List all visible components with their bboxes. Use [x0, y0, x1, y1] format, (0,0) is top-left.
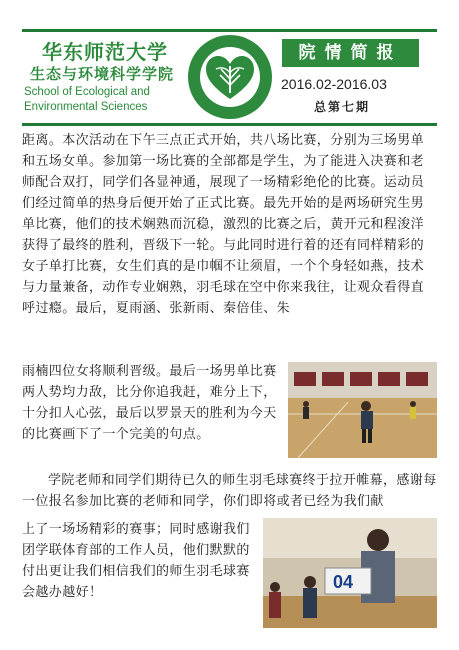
university-name: 华东师范大学	[42, 40, 168, 64]
issue-number: 总第七期	[314, 100, 371, 114]
school-english-name-line2: Environmental Sciences	[24, 101, 148, 113]
body-paragraph-2-continued: 上了一场场精彩的赛事；同时感谢我们团学联体育部的工作人员，他们默默的付出更让我们相信我们的师生羽毛球赛会越办越好！	[22, 522, 250, 600]
header-top-rule	[22, 29, 437, 32]
date-range: 2016.02-2016.03	[281, 76, 387, 92]
body-paragraph-2: 学院老师和同学们期待已久的师生羽毛球赛终于拉开帷幕，感谢每一位报名参加比赛的老师和同学，你们即将或者已经为我们献	[22, 473, 437, 509]
school-english-name-line1: School of Ecological and	[24, 86, 150, 98]
body-paragraph-1: 距离。本次活动在下午三点正式开始，共八场比赛，分别为三场男单和五场女单。参加第一场比赛的全部都是学生，为了能进入决赛和老师配合双打，同学们各显神通，展现了一场精彩绝伦的比赛。运动员们经过简单的热身后便开始了正式比赛。最先开始的是两场研究生男单比赛，他们的技术娴熟而沉稳，激烈的比赛之后，黄开元和程浚洋获得了最终的胜利，晋级下一轮。与此同时进行着的还有同样精彩的女子单打比赛，女生们真的是巾帼不让须眉，一个个身轻如燕，技术与力量兼备，动作专业娴熟，羽毛球在空中你来我往，让观众看得直呼过瘾。最后，夏雨涵、张新雨、秦倍佳、朱	[22, 133, 425, 316]
scoreboard-photo	[263, 518, 437, 628]
header-bottom-rule	[22, 123, 437, 126]
ecnu-heart-leaf-seal-icon	[186, 33, 274, 121]
report-title-box: 院情简报	[282, 39, 419, 67]
school-name: 生态与环境科学学院	[30, 65, 175, 83]
scoreboard-digits: 04	[333, 572, 354, 592]
body-paragraph-1-continued: 雨楠四位女将顺利晋级。最后一场男单比赛两人势均力敌，比分你追我赶，难分上下，十分扣人心弦，最后以罗景天的胜利为今天的比赛画下了一个完美的句点。	[22, 364, 277, 442]
badminton-match-photo	[288, 362, 437, 458]
newsletter-header	[0, 0, 459, 130]
